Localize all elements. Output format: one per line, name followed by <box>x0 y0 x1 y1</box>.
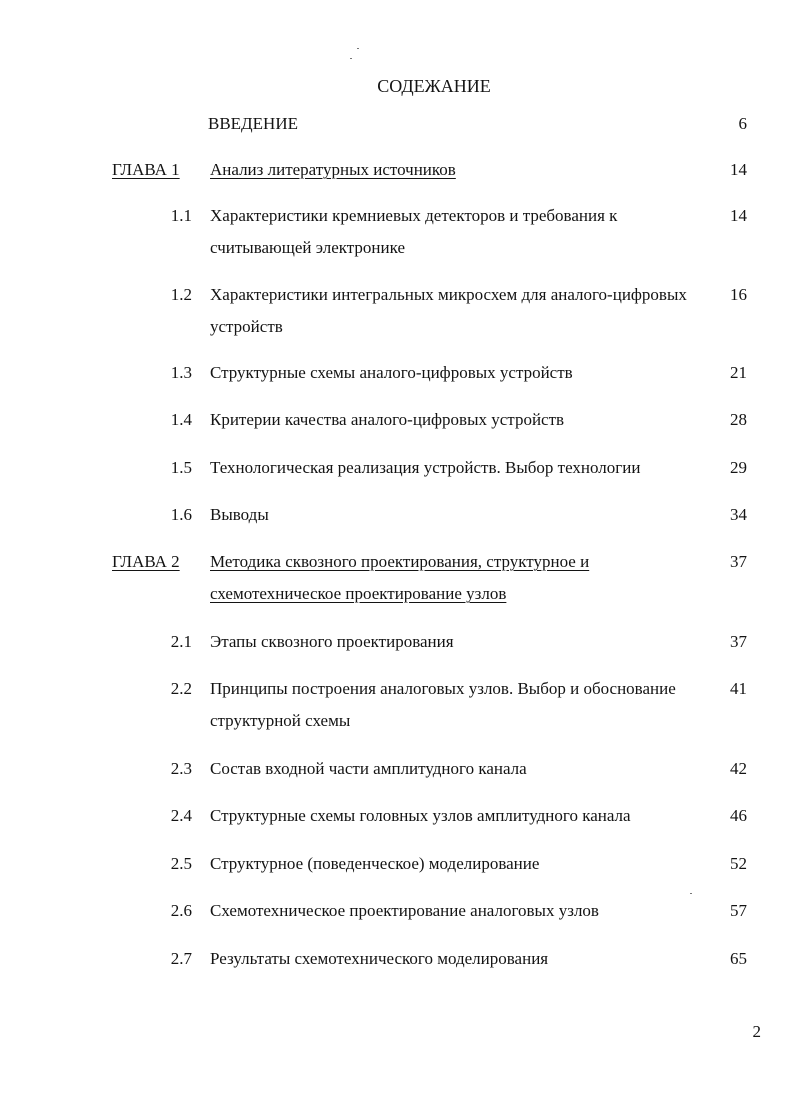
toc-page: 41 <box>730 679 747 698</box>
toc-entry: Характеристики кремниевых детекторов и требования к считывающей электронике <box>210 206 618 257</box>
toc-num: 1.4 <box>170 410 192 429</box>
chapter-1-label: ГЛАВА 1 <box>112 160 180 179</box>
toc-num: 1.3 <box>170 363 192 382</box>
toc-page: 28 <box>730 410 747 429</box>
page-number: 2 <box>752 1022 761 1041</box>
toc-entry: Схемотехническое проектирование аналоговых узлов <box>210 901 599 920</box>
toc-num: 2.5 <box>170 854 192 873</box>
toc-page: 14 <box>730 206 747 225</box>
chapter-2-page: 37 <box>730 552 747 571</box>
toc-page: 42 <box>730 759 747 778</box>
intro-page: 6 <box>738 114 747 133</box>
toc-entry: Результаты схемотехнического моделирования <box>210 949 549 968</box>
intro-label: ВВЕДЕНИЕ <box>208 114 298 133</box>
toc-entry: Структурные схемы аналого-цифровых устройств <box>210 363 573 382</box>
toc-page: 16 <box>730 285 747 304</box>
chapter-2-title: Методика сквозного проектирования, структурное и схемотехническое проектирование узлов <box>210 552 590 603</box>
chapter-1-page: 14 <box>730 160 747 179</box>
toc-num: 2.6 <box>170 901 192 920</box>
toc-page: 57 <box>730 901 747 920</box>
toc-num: 1.5 <box>170 458 192 477</box>
toc-entry: Этапы сквозного проектирования <box>210 632 454 651</box>
chapter-2-label: ГЛАВА 2 <box>112 552 180 571</box>
toc-page: 46 <box>730 806 747 825</box>
toc-page: 34 <box>730 505 747 524</box>
toc-page: 52 <box>730 854 747 873</box>
toc-entry: Критерии качества аналого-цифровых устройств <box>210 410 565 429</box>
toc-page: 21 <box>730 363 747 382</box>
toc-num: 1.1 <box>170 206 192 225</box>
toc-num: 2.2 <box>170 679 192 698</box>
toc-entry: Принципы построения аналоговых узлов. Выбор и обоснование структурной схемы <box>210 679 676 730</box>
toc-num: 1.6 <box>170 505 192 524</box>
toc-entry: Структурные схемы головных узлов амплитудного канала <box>210 806 631 825</box>
toc-entry: Характеристики интегральных микросхем для аналого-цифровых устройств <box>210 285 687 336</box>
toc-entry: Выводы <box>210 505 269 524</box>
toc-page: 65 <box>730 949 747 968</box>
toc-entry: Состав входной части амплитудного канала <box>210 759 527 778</box>
toc-num: 2.7 <box>170 949 192 968</box>
toc-entry: Структурное (поведенческое) моделирование <box>210 854 540 873</box>
toc-num: 1.2 <box>170 285 192 304</box>
toc-page: 29 <box>730 458 747 477</box>
chapter-1-title: Анализ литературных источников <box>210 160 456 179</box>
toc-num: 2.3 <box>170 759 192 778</box>
toc-entry: Технологическая реализация устройств. Выбор технологии <box>210 458 641 477</box>
toc-page: 37 <box>730 632 747 651</box>
toc-num: 2.1 <box>170 632 192 651</box>
toc-num: 2.4 <box>170 806 192 825</box>
page-title: СОДЕЖАНИЕ <box>377 76 491 96</box>
